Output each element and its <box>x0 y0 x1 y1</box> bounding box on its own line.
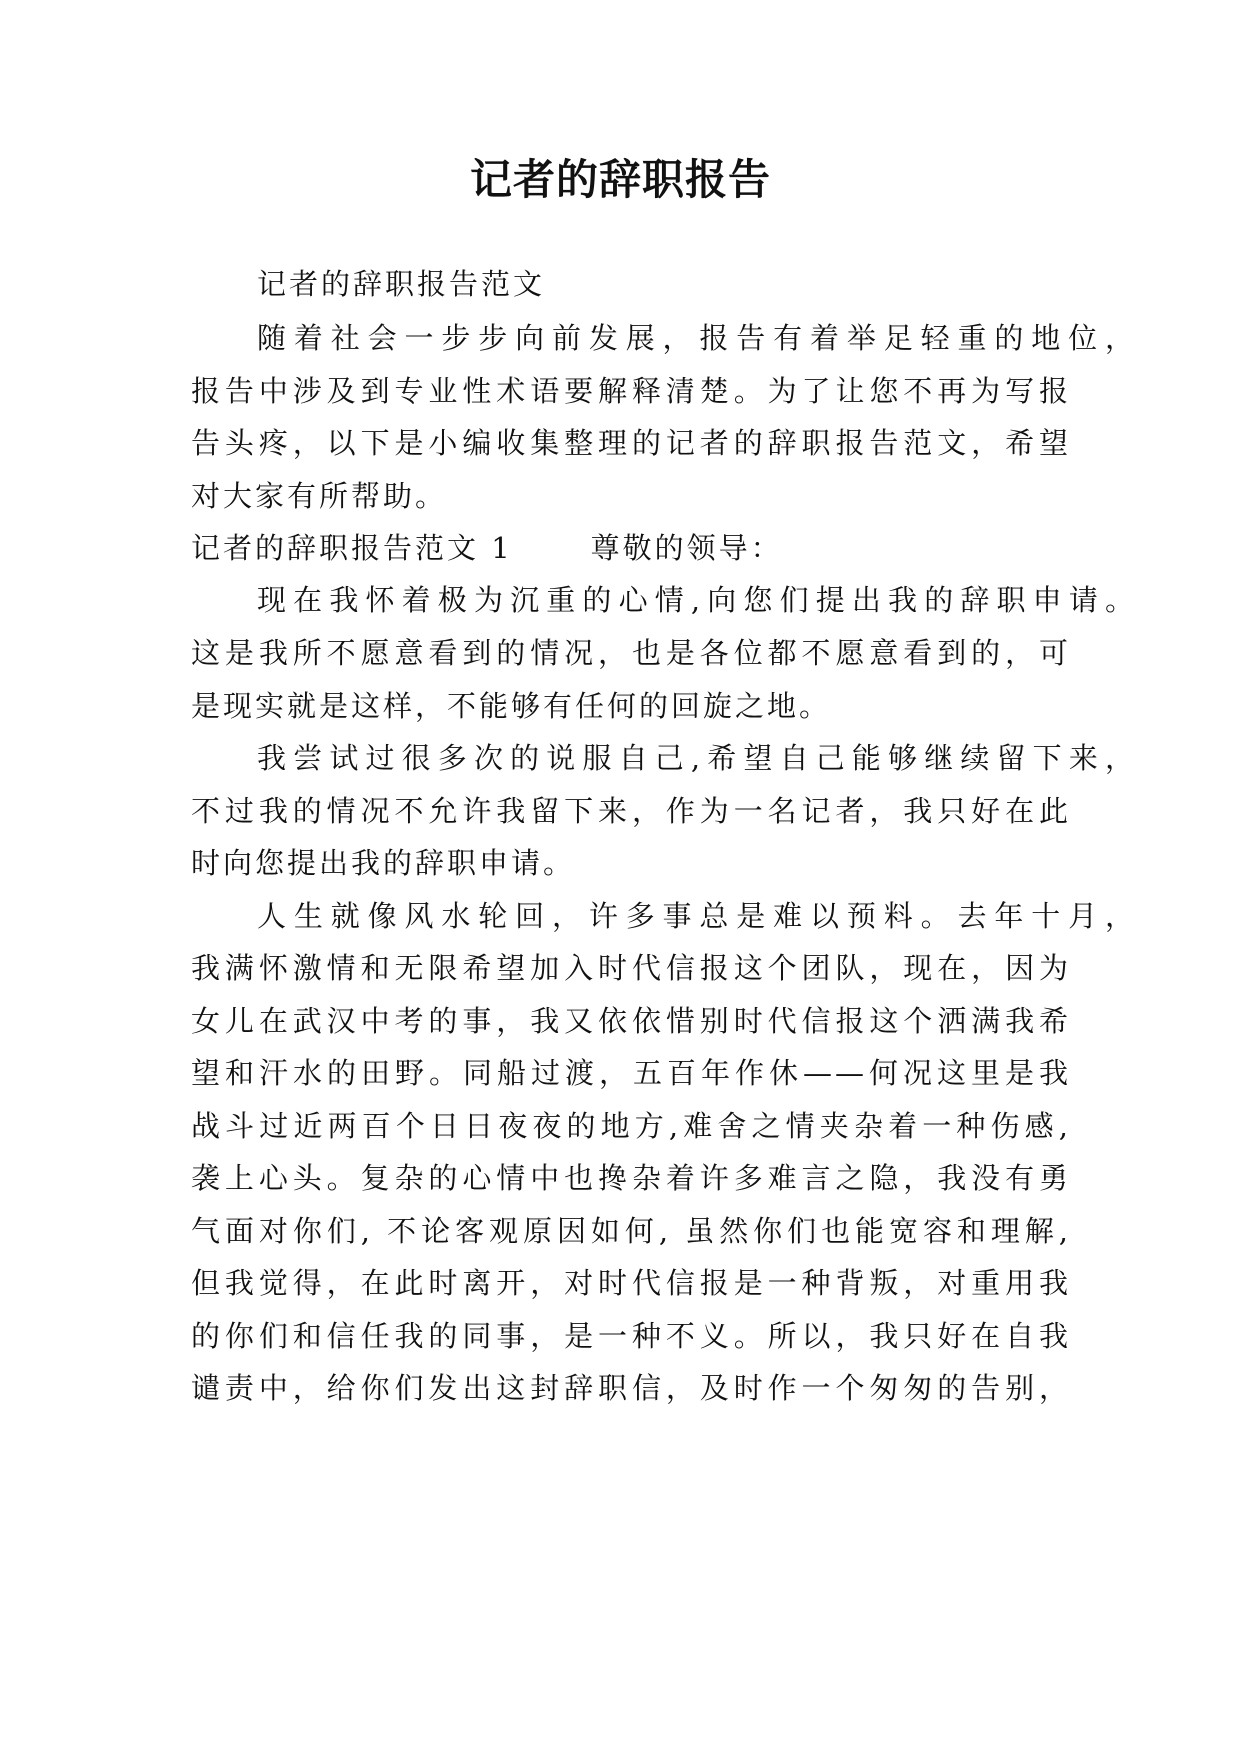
intro-line-1: 随着社会一步步向前发展，报告有着举足轻重的地位， <box>257 321 1137 355</box>
para3-line-2: 我满怀激情和无限希望加入时代信报这个团队，现在，因为 <box>191 951 1071 985</box>
para2-line-1: 我尝试过很多次的说服自己,希望自己能够继续留下来， <box>257 741 1137 775</box>
para2-line-3: 时向您提出我的辞职申请。 <box>191 846 576 880</box>
document-title: 记者的辞职报告 <box>469 155 771 204</box>
salutation: 尊敬的领导： <box>590 531 783 565</box>
para3-line-6: 袭上心头。复杂的心情中也搀杂着许多难言之隐，我没有勇 <box>191 1161 1071 1195</box>
para3-line-5: 战斗过近两百个日日夜夜的地方,难舍之情夹杂着一种伤感, <box>191 1109 1071 1143</box>
para3-line-9: 的你们和信任我的同事，是一种不义。所以，我只好在自我 <box>191 1319 1071 1353</box>
para3-line-10: 谴责中，给你们发出这封辞职信，及时作一个匆匆的告别， <box>191 1371 1071 1405</box>
para1-line-1: 现在我怀着极为沉重的心情,向您们提出我的辞职申请。 <box>257 583 1137 617</box>
intro-line-2: 报告中涉及到专业性术语要解释清楚。为了让您不再为写报 <box>191 374 1071 408</box>
para1-line-3: 是现实就是这样，不能够有任何的回旋之地。 <box>191 689 832 723</box>
para3-line-7: 气面对你们, 不论客观原因如何, 虽然你们也能宽容和理解, <box>191 1214 1071 1248</box>
para3-line-3: 女儿在武汉中考的事，我又依依惜别时代信报这个洒满我希 <box>191 1004 1071 1038</box>
para3-line-4: 望和汗水的田野。同船过渡，五百年作休——何况这里是我 <box>191 1056 1071 1090</box>
para3-line-1: 人生就像风水轮回，许多事总是难以预料。去年十月， <box>257 899 1137 933</box>
intro-line-3: 告头疼，以下是小编收集整理的记者的辞职报告范文，希望 <box>191 426 1071 460</box>
section-heading-row <box>191 528 1071 568</box>
para3-line-8: 但我觉得，在此时离开，对时代信报是一种背叛，对重用我 <box>191 1266 1071 1300</box>
section-heading: 记者的辞职报告范文 1 <box>191 531 513 565</box>
subtitle: 记者的辞职报告范文 <box>257 267 546 301</box>
intro-line-4: 对大家有所帮助。 <box>191 479 448 513</box>
para1-line-2: 这是我所不愿意看到的情况，也是各位都不愿意看到的，可 <box>191 636 1071 670</box>
para2-line-2: 不过我的情况不允许我留下来，作为一名记者，我只好在此 <box>191 794 1071 828</box>
